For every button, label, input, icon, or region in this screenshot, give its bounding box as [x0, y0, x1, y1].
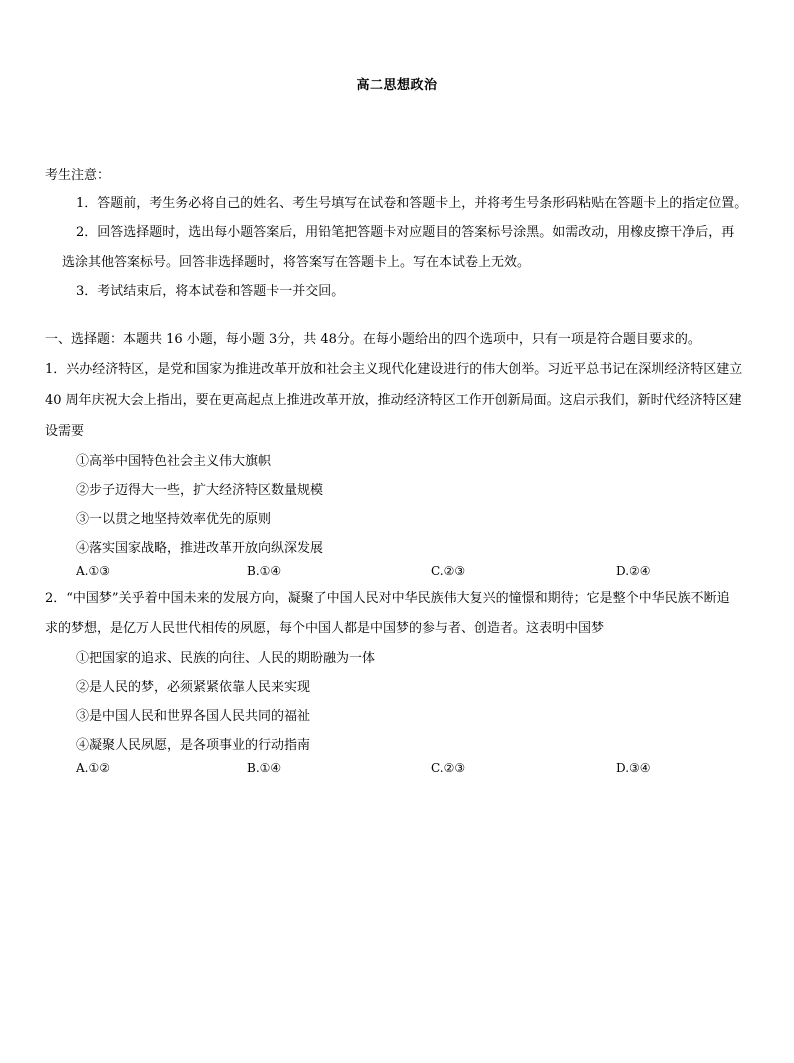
question-1-option-1: ①高举中国特色社会主义伟大旗帜	[76, 454, 272, 469]
question-1-option-3: ③一以贯之地坚持效率优先的原则	[76, 512, 272, 527]
question-1-choice-c: C.②③	[431, 564, 466, 578]
notice-item-2-line-1: 2．回答选择题时，选出每小题答案后，用铅笔把答题卡对应题目的答案标号涂黑。如需改动，用橡皮擦干净后，再	[76, 225, 735, 240]
question-2-option-4: ④凝聚人民夙愿，是各项事业的行动指南	[76, 738, 311, 753]
question-1-stem-line-2: 40 周年庆祝大会上指出，要在更高起点上推进改革开放，推动经济特区工作开创新局面。这启示我们，新时代经济特区建	[45, 393, 742, 408]
page-title: 高二思想政治	[356, 78, 438, 93]
notice-item-3: 3．考试结束后，将本试卷和答题卡一并交回。	[76, 284, 345, 299]
question-1-option-2: ②步子迈得大一些，扩大经济特区数量规模	[76, 483, 324, 498]
notice-item-1: 1．答题前，考生务必将自己的姓名、考生号填写在试卷和答题卡上，并将考生号条形码粘贴在答题卡上的指定位置。	[76, 196, 748, 211]
section-heading: 一、选择题：本题共 16 小题，每小题 3分，共 48分。在每小题给出的四个选项中，只有一项是符合题目要求的。	[45, 332, 701, 347]
question-1-choice-b: B.①④	[247, 564, 282, 578]
question-2-option-1: ①把国家的追求、民族的向往、人民的期盼融为一体	[76, 651, 376, 666]
question-2-option-3: ③是中国人民和世界各国人民共同的福祉	[76, 709, 311, 724]
question-2-choice-d: D.③④	[616, 761, 651, 775]
question-2-option-2: ②是人民的梦，必须紧紧依靠人民来实现	[76, 680, 311, 695]
question-1-stem-line-1: 1．兴办经济特区，是党和国家为推进改革开放和社会主义现代化建设进行的伟大创举。习近平总书记在深圳经济特区建立	[45, 362, 743, 377]
question-1-choice-d: D.②④	[616, 564, 651, 578]
question-2-choice-a: A.①②	[76, 761, 110, 775]
question-1-choice-a: A.①③	[76, 564, 110, 578]
question-1-option-4: ④落实国家战略，推进改革开放向纵深发展	[76, 541, 324, 556]
question-1-stem-line-3: 设需要	[45, 424, 85, 439]
question-1-choices	[76, 562, 716, 580]
question-2-choice-b: B.①④	[247, 761, 282, 775]
question-2-choice-c: C.②③	[431, 761, 466, 775]
question-2-stem-line-2: 求的梦想，是亿万人民世代相传的夙愿，每个中国人都是中国梦的参与者、创造者。这表明中国梦	[45, 621, 605, 636]
question-2-choices	[76, 759, 716, 777]
notice-item-2-line-2: 选涂其他答案标号。回答非选择题时，将答案写在答题卡上。写在本试卷上无效。	[62, 255, 531, 270]
question-2-stem-line-1: 2．“中国梦”关乎着中国未来的发展方向，凝聚了中国人民对中华民族伟大复兴的憧憬和期待；它是整个中华民族不断追	[45, 591, 730, 606]
notice-heading: 考生注意：	[45, 168, 111, 183]
